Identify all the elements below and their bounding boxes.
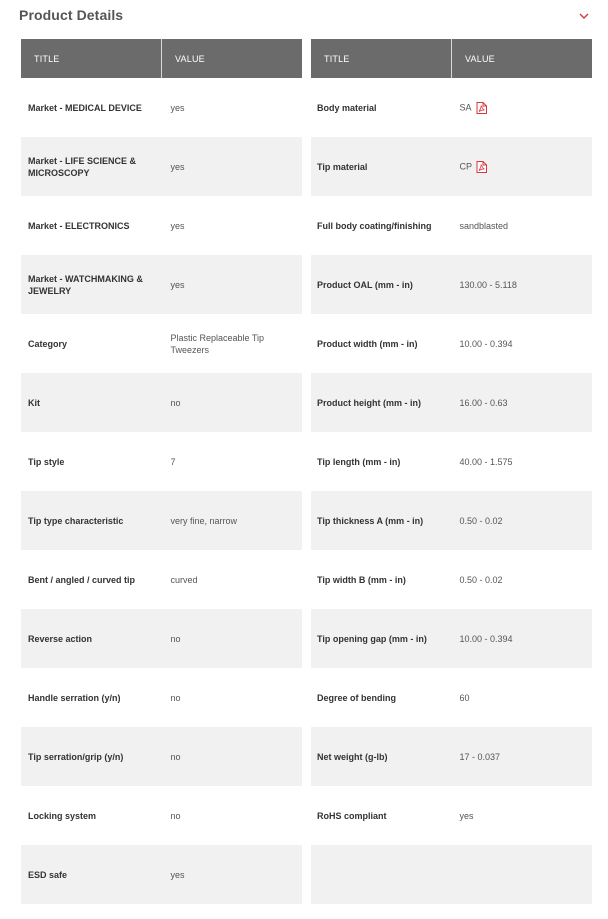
table-row <box>311 314 592 373</box>
table-row <box>21 137 302 196</box>
table-row-empty <box>311 845 592 904</box>
spec-title: Bent / angled / curved tip <box>28 574 136 585</box>
spec-value: CP <box>459 161 473 172</box>
spec-title: Kit <box>21 373 162 432</box>
spec-title: Degree of bending <box>317 692 397 703</box>
spec-title: Market - LIFE SCIENCE & MICROSCOPY <box>21 137 162 196</box>
spec-value: no <box>162 609 303 668</box>
table-row <box>311 137 592 196</box>
spec-title: Product width (mm - in) <box>317 338 418 349</box>
table-row <box>21 550 302 609</box>
spec-value: no <box>162 373 303 432</box>
section-title: Product Details <box>19 7 124 23</box>
table-row <box>21 727 302 786</box>
spec-value: sandblasted <box>459 220 509 231</box>
spec-value: 40.00 - 1.575 <box>459 456 513 467</box>
spec-title: Market - MEDICAL DEVICE <box>28 102 142 113</box>
table-row <box>21 609 302 668</box>
spec-value: very fine, narrow <box>162 491 303 550</box>
spec-value: 16.00 - 0.63 <box>452 373 593 432</box>
table-row <box>21 668 302 727</box>
table-row <box>21 255 302 314</box>
spec-title-empty <box>311 845 452 904</box>
spec-title: Tip thickness A (mm - in) <box>311 491 452 550</box>
table-row <box>21 78 302 137</box>
table-row <box>311 255 592 314</box>
table-row <box>21 432 302 491</box>
table-row <box>311 432 592 491</box>
spec-value-empty <box>452 845 593 904</box>
spec-title: Market - WATCHMAKING & JEWELRY <box>21 255 162 314</box>
column-header-value: VALUE <box>162 39 303 78</box>
pdf-icon[interactable] <box>476 161 487 173</box>
spec-value: yes <box>162 137 303 196</box>
table-row <box>311 78 592 137</box>
specs-table-left <box>21 39 302 904</box>
spec-value: 7 <box>170 456 176 467</box>
table-row <box>21 786 302 845</box>
table-row <box>21 491 302 550</box>
spec-title: Tip opening gap (mm - in) <box>311 609 452 668</box>
spec-value: curved <box>170 574 198 585</box>
spec-value: 0.50 - 0.02 <box>452 491 593 550</box>
pdf-icon[interactable] <box>476 102 487 114</box>
spec-title: Tip type characteristic <box>21 491 162 550</box>
spec-value: yes <box>162 255 303 314</box>
spec-title: Tip style <box>28 456 65 467</box>
table-row <box>21 314 302 373</box>
spec-title: Market - ELECTRONICS <box>28 220 130 231</box>
specs-table-right <box>311 39 592 904</box>
table-header-row <box>311 39 592 78</box>
spec-value: no <box>170 692 181 703</box>
spec-value: no <box>170 810 181 821</box>
spec-title: Reverse action <box>21 609 162 668</box>
table-row <box>21 196 302 255</box>
table-row <box>21 373 302 432</box>
spec-title: Full body coating/finishing <box>317 220 432 231</box>
table-row <box>311 196 592 255</box>
spec-title: Product height (mm - in) <box>311 373 452 432</box>
spec-value-cell <box>452 137 593 196</box>
spec-title: Tip serration/grip (y/n) <box>21 727 162 786</box>
column-header-title: TITLE <box>21 39 162 78</box>
spec-title: ESD safe <box>21 845 162 904</box>
table-row <box>311 786 592 845</box>
spec-title: Tip material <box>311 137 452 196</box>
spec-value: 0.50 - 0.02 <box>459 574 503 585</box>
spec-title: Net weight (g-lb) <box>311 727 452 786</box>
spec-title: Product OAL (mm - in) <box>311 255 452 314</box>
spec-value: yes <box>459 810 474 821</box>
table-row <box>311 373 592 432</box>
spec-title: RoHS compliant <box>317 810 387 821</box>
spec-value: SA <box>459 102 472 113</box>
table-row <box>311 491 592 550</box>
spec-title: Tip length (mm - in) <box>317 456 401 467</box>
table-row <box>311 609 592 668</box>
spec-value: 17 - 0.037 <box>452 727 593 786</box>
spec-title: Category <box>28 338 68 349</box>
spec-title: Handle serration (y/n) <box>28 692 121 703</box>
spec-value: 10.00 - 0.394 <box>452 609 593 668</box>
spec-title: Locking system <box>28 810 97 821</box>
table-row <box>311 668 592 727</box>
chevron-down-icon[interactable] <box>576 8 592 24</box>
spec-value-cell <box>452 78 593 137</box>
spec-value: 130.00 - 5.118 <box>452 255 593 314</box>
spec-value: yes <box>162 845 303 904</box>
spec-value: Plastic Replaceable Tip Tweezers <box>170 332 265 355</box>
table-header-row <box>21 39 302 78</box>
column-header-title: TITLE <box>311 39 452 78</box>
spec-value: 10.00 - 0.394 <box>459 338 513 349</box>
spec-title: Body material <box>317 102 377 113</box>
table-row <box>311 550 592 609</box>
spec-title: Tip width B (mm - in) <box>317 574 406 585</box>
spec-value: no <box>162 727 303 786</box>
table-row <box>21 845 302 904</box>
table-row <box>311 727 592 786</box>
column-header-value: VALUE <box>452 39 593 78</box>
spec-value: 60 <box>459 692 470 703</box>
spec-value: yes <box>170 102 185 113</box>
product-details-header[interactable] <box>0 0 608 34</box>
spec-value: yes <box>170 220 185 231</box>
